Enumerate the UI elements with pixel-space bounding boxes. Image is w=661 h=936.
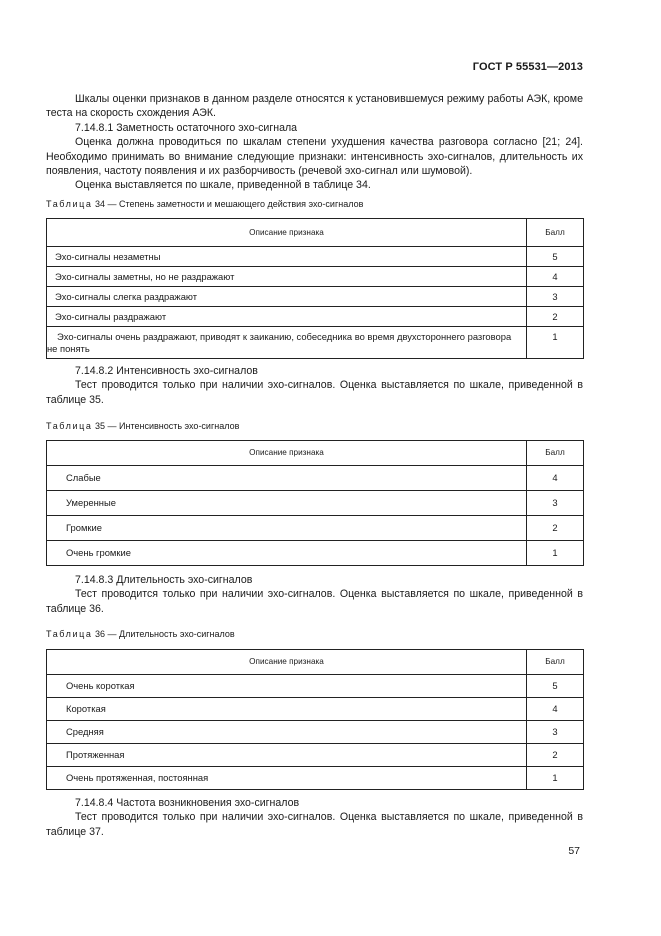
row-score: 3 xyxy=(527,721,584,744)
row-description: Эхо-сигналы очень раздражают, приводят к заиканию, собеседника во время двухстороннего разговора не понять xyxy=(47,327,527,359)
row-score: 3 xyxy=(527,287,584,307)
section-paragraph: Оценка выставляется по шкале, приведенной в таблице 34. xyxy=(75,179,371,192)
row-score: 4 xyxy=(527,466,584,491)
table-row xyxy=(47,327,584,359)
table-row xyxy=(47,307,584,327)
section-7-14-8-2 xyxy=(46,364,583,407)
table-row xyxy=(47,541,584,566)
table-row xyxy=(47,744,584,767)
row-score: 2 xyxy=(527,307,584,327)
table-row xyxy=(47,767,584,790)
row-score: 1 xyxy=(527,767,584,790)
row-description: Эхо-сигналы раздражают xyxy=(47,307,527,327)
table-caption-text: 35 — Интенсивность эхо-сигналов xyxy=(92,421,240,431)
table-caption xyxy=(46,628,583,640)
column-header-description: Описание признака xyxy=(47,219,527,247)
row-score: 4 xyxy=(527,698,584,721)
document-id-header: ГОСТ Р 55531—2013 xyxy=(472,61,583,73)
section-7-14-8-3 xyxy=(46,573,583,616)
row-description: Протяженная xyxy=(47,744,527,767)
table-35-wrapper xyxy=(46,440,583,566)
table-36-wrapper xyxy=(46,649,583,790)
table-row xyxy=(47,287,584,307)
table-caption-text: 34 — Степень заметности и мешающего действия эхо-сигналов xyxy=(92,199,364,209)
table-header-row xyxy=(47,441,584,466)
column-header-description: Описание признака xyxy=(47,441,527,466)
table-34-block xyxy=(46,198,583,210)
row-description: Громкие xyxy=(47,516,527,541)
table-header-row xyxy=(47,219,584,247)
section-paragraph: Тест проводится только при наличии эхо-сигналов. Оценка выставляется по шкале, приведенной в таблице 37. xyxy=(46,811,583,838)
table-row xyxy=(47,698,584,721)
page-number: 57 xyxy=(568,845,580,857)
section-paragraph: Тест проводится только при наличии эхо-сигналов. Оценка выставляется по шкале, приведенной в таблице 36. xyxy=(46,588,583,615)
row-score: 2 xyxy=(527,516,584,541)
table-caption xyxy=(46,198,583,210)
row-description: Очень короткая xyxy=(47,675,527,698)
section-7-14-8-4 xyxy=(46,796,583,839)
row-description: Средняя xyxy=(47,721,527,744)
table-35 xyxy=(46,440,584,566)
section-heading-7-14-8-2: 7.14.8.2 Интенсивность эхо-сигналов xyxy=(75,365,258,377)
table-35-block xyxy=(46,420,583,432)
row-description: Очень протяженная, постоянная xyxy=(47,767,527,790)
intro-paragraph: Шкалы оценки признаков в данном разделе относятся к установившемуся режиму работы АЭК, кроме теста на скорость схождения АЭК. xyxy=(46,93,583,120)
table-36 xyxy=(46,649,584,790)
row-description: Очень громкие xyxy=(47,541,527,566)
table-34 xyxy=(46,218,584,359)
table-caption-text: 36 — Длительность эхо-сигналов xyxy=(92,629,235,639)
row-description: Эхо-сигналы слегка раздражают xyxy=(47,287,527,307)
table-header-row xyxy=(47,650,584,675)
table-row xyxy=(47,721,584,744)
section-heading-7-14-8-4: 7.14.8.4 Частота возникновения эхо-сигналов xyxy=(75,797,300,809)
column-header-score: Балл xyxy=(527,441,584,466)
table-34-wrapper xyxy=(46,218,583,359)
table-caption xyxy=(46,420,583,432)
table-row xyxy=(47,247,584,267)
table-row xyxy=(47,466,584,491)
table-caption-label: Таблица xyxy=(46,421,93,431)
row-score: 1 xyxy=(527,541,584,566)
row-description: Эхо-сигналы заметны, но не раздражают xyxy=(47,267,527,287)
table-caption-label: Таблица xyxy=(46,199,93,209)
column-header-score: Балл xyxy=(527,650,584,675)
column-header-description: Описание признака xyxy=(47,650,527,675)
section-paragraph: Тест проводится только при наличии эхо-сигналов. Оценка выставляется по шкале, приведенной в таблице 35. xyxy=(46,379,583,406)
section-heading-7-14-8-3: 7.14.8.3 Длительность эхо-сигналов xyxy=(75,574,253,586)
row-score: 5 xyxy=(527,247,584,267)
intro-section xyxy=(46,92,583,193)
table-row xyxy=(47,675,584,698)
row-description: Умеренные xyxy=(47,491,527,516)
row-description: Слабые xyxy=(47,466,527,491)
column-header-score: Балл xyxy=(527,219,584,247)
row-score: 3 xyxy=(527,491,584,516)
table-row xyxy=(47,516,584,541)
table-caption-label: Таблица xyxy=(46,629,93,639)
table-row xyxy=(47,267,584,287)
row-score: 5 xyxy=(527,675,584,698)
row-description: Эхо-сигналы незаметны xyxy=(47,247,527,267)
table-36-block xyxy=(46,628,583,640)
row-score: 1 xyxy=(527,327,584,359)
row-description: Короткая xyxy=(47,698,527,721)
row-score: 2 xyxy=(527,744,584,767)
row-score: 4 xyxy=(527,267,584,287)
table-row xyxy=(47,491,584,516)
section-heading-7-14-8-1: 7.14.8.1 Заметность остаточного эхо-сигнала xyxy=(75,121,298,134)
section-paragraph: Оценка должна проводиться по шкалам степени ухудшения качества разговора согласно [21; 24]. Необходимо принимать во внимание следующие признаки: интенсивность эхо-сигналов, длительность их появления, частоту появления и их разборчивость (речевой эхо-сигнал или шумовой). xyxy=(46,136,583,178)
